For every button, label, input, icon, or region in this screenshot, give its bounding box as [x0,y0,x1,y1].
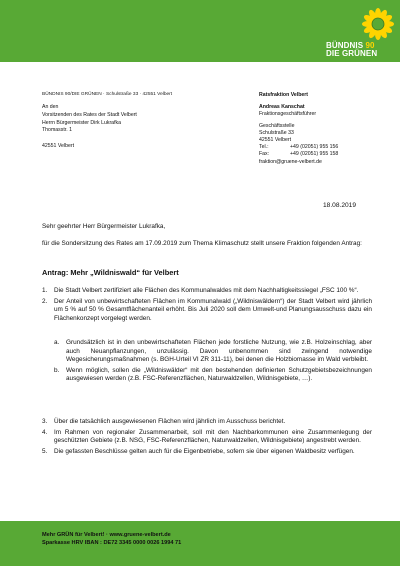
contact-fax: +49 (02051) 955 158 [290,151,339,158]
list-item: 1. Die Stadt Velbert zertifiziert alle Flächen des Kommunalwaldes mit dem Nachhaltigkeitssiegel „FSC 100 %“. [42,287,359,294]
contact-email[interactable]: fraktion@gruene-velbert.de [259,158,322,165]
logo-wordmark: BÜNDNIS 90 DIE GRÜNEN [326,41,378,58]
sub-list-item: b. Wenn möglich, sollen die „Wildniswälder“ mit den bestehenden definierten Schutzgebietsbezeichnungen ausgewiesen werden (z.B. FSC-Referenzflächen, Naturwaldzellen, Wildnisgebiete, …). [54,366,372,383]
letter-date: 18.08.2019 [323,202,357,209]
sender-line: BÜNDNIS 90/DIE GRÜNEN · Schulstraße 33 · 42551 Velbert [42,92,173,97]
footer-bank: Sparkasse HRV IBAN : DE72 3345 0000 0026 1994 71 [42,539,182,546]
list-item: 5. Die gefassten Beschlüsse gelten auch für die Eigenbetriebe, sofern sie über eigenen Waldbesitz verfügen. [42,447,355,455]
contact-name: Andreas Kanschat [259,104,305,111]
antrag-list-part2 [42,418,372,456]
intro-paragraph: für die Sondersitzung des Rates am 17.09.2019 zum Thema Klimaschutz stellt unsere Fraktion folgenden Antrag: [42,240,362,247]
list-item: 3. Über die tatsächlich ausgewiesenen Flächen wird jährlich im Ausschuss berichtet. [42,418,286,425]
contact-role: Fraktionsgeschäftsführer [259,111,317,118]
list-item: 2. Der Anteil von unbewirtschafteten Flächen im Kommunalwald („Wildniswäldern“) der Stadt Velbert wird jährlich um 5 % auf 50 % Gesamtflächenanteil erhöht. Bis Juli 2020 soll dem Umwelt-und Planungsausschuss dazu ein Flächenkonzept vorgelegt werden. [42,297,372,322]
contact-block: Ratsfraktion Velbert Andreas Kanschat Fraktionsgeschäftsführer Geschäftsstelle Schulstraße 33 42551 Velbert Tel.: +49 (02051) 955 156 Fax: +49 (02051) 955 158 fraktion@gruene-velbert.de [259,92,379,166]
footer-slogan: Mehr GRÜN für Velbert! · www.gruene-velbert.de [42,532,171,538]
antrag-sub-list [42,339,372,384]
footer-text [42,532,181,547]
antrag-title: Antrag: Mehr „Wildniswald“ für Velbert [42,268,179,277]
salutation: Sehr geehrter Herr Bürgermeister Lukrafka, [42,223,166,230]
sub-list-item: a. Grundsätzlich ist in den unbewirtschafteten Flächen jede forstliche Nutzung, wie z.B. Holzeinschlag, aber auch Neuanpflanzungen, unzulässig. Davon unbenommen sind zwingend notwendige Wegesicherungsmaßnahmen (s. BGH-Urteil VI ZR 311-11), bei denen die Holzbiomasse im Wald verbleibt. [54,339,372,364]
contact-tel: +49 (02051) 955 156 [290,144,339,151]
recipient-address: An den Vorsitzenden des Rates der Stadt Velbert Herrn Bürgermeister Dirk Lukrafka Thomasstr. 1 42551 Velbert [42,104,137,150]
list-item: 4. Im Rahmen von regionaler Zusammenarbeit, soll mit den Nachbarkommunen eine Zusammenlegung der geschützten Gebiete (z.B. NSG, FSC-Referenzflächen, Naturwaldzellen, Wildnisgebiete) angestrebt werden. [42,428,372,445]
antrag-list-part1 [42,287,372,323]
contact-org: Ratsfraktion Velbert [259,92,309,98]
